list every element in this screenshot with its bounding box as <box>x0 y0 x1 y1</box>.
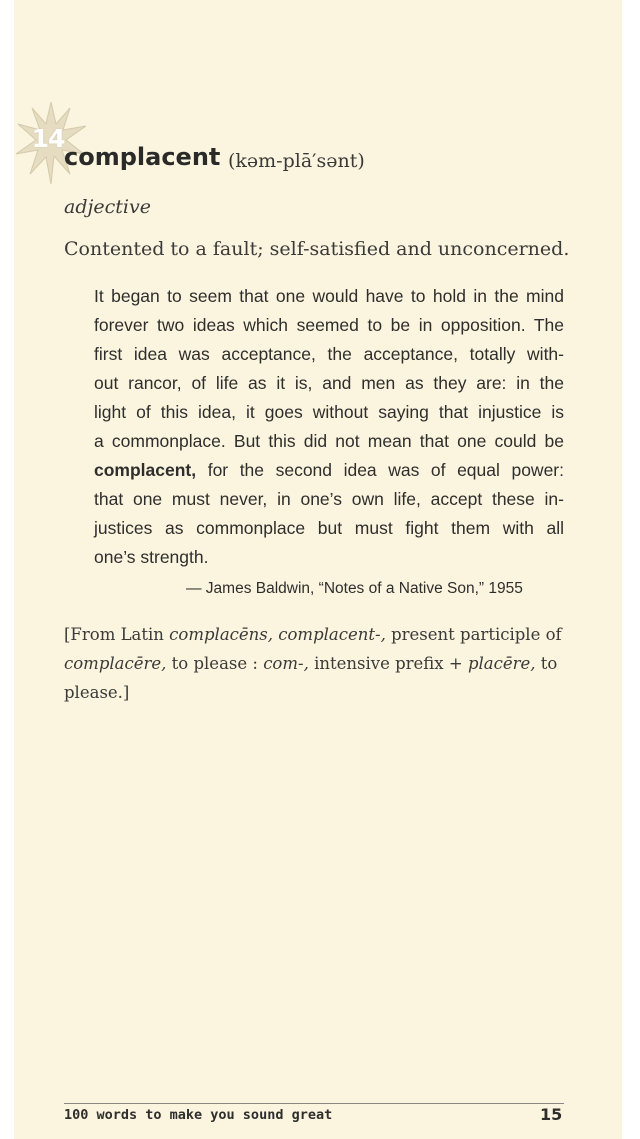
quote-line: justices as commonplace but must fight them with all <box>94 518 564 538</box>
etymology-line: please.] <box>64 683 130 702</box>
quote-line: forever two ideas which seemed to be in opposition. The <box>94 315 564 335</box>
etymology-line <box>64 649 558 678</box>
quote-line: light of this idea, it goes without saying that injustice is <box>94 402 564 422</box>
quote-line <box>94 456 564 485</box>
quote-line: It began to seem that one would have to hold in the mind <box>94 286 564 306</box>
etymology-latin-term: complacēre, <box>64 654 167 673</box>
etymology-text: present participle of <box>385 625 562 644</box>
part-of-speech: adjective <box>64 196 151 218</box>
quote-line-text: for the second idea was of equal power: <box>207 460 564 480</box>
pronunciation: (kəm-plā′sənt) <box>228 150 365 172</box>
page-edge <box>622 0 640 1139</box>
quote-line: one’s strength. <box>94 547 209 567</box>
quote-line: out rancor, of life as it is, and men as they are: in the <box>94 373 564 393</box>
quote-line: that one must never, in one’s own life, accept these in- <box>94 489 564 509</box>
etymology-text: intensive prefix + <box>308 654 468 673</box>
etymology <box>64 620 562 707</box>
entry-number: 14 <box>31 124 65 153</box>
etymology-latin-term: placēre, <box>467 654 536 673</box>
etymology-latin-term: complacēns, complacent-, <box>169 625 386 644</box>
quote-headword-highlight: complacent, <box>94 460 197 480</box>
etymology-latin-term: com-, <box>263 654 309 673</box>
page-number: 15 <box>540 1105 563 1124</box>
etymology-text: [From Latin <box>64 625 170 644</box>
footer-divider <box>64 1103 564 1104</box>
quote-line: first idea was acceptance, the acceptance, totally with- <box>94 344 564 364</box>
etymology-text: to please : <box>166 654 264 673</box>
footer-book-title: 100 words to make you sound great <box>64 1107 333 1123</box>
etymology-text: to <box>535 654 558 673</box>
headword: complacent <box>64 143 221 171</box>
quotation-block <box>94 282 564 572</box>
etymology-line <box>64 620 562 649</box>
quote-attribution: — James Baldwin, “Notes of a Native Son,” 1955 <box>186 580 523 597</box>
quote-line: a commonplace. But this did not mean that one could be <box>94 431 564 451</box>
definition: Contented to a fault; self-satisfied and unconcerned. <box>64 238 570 260</box>
